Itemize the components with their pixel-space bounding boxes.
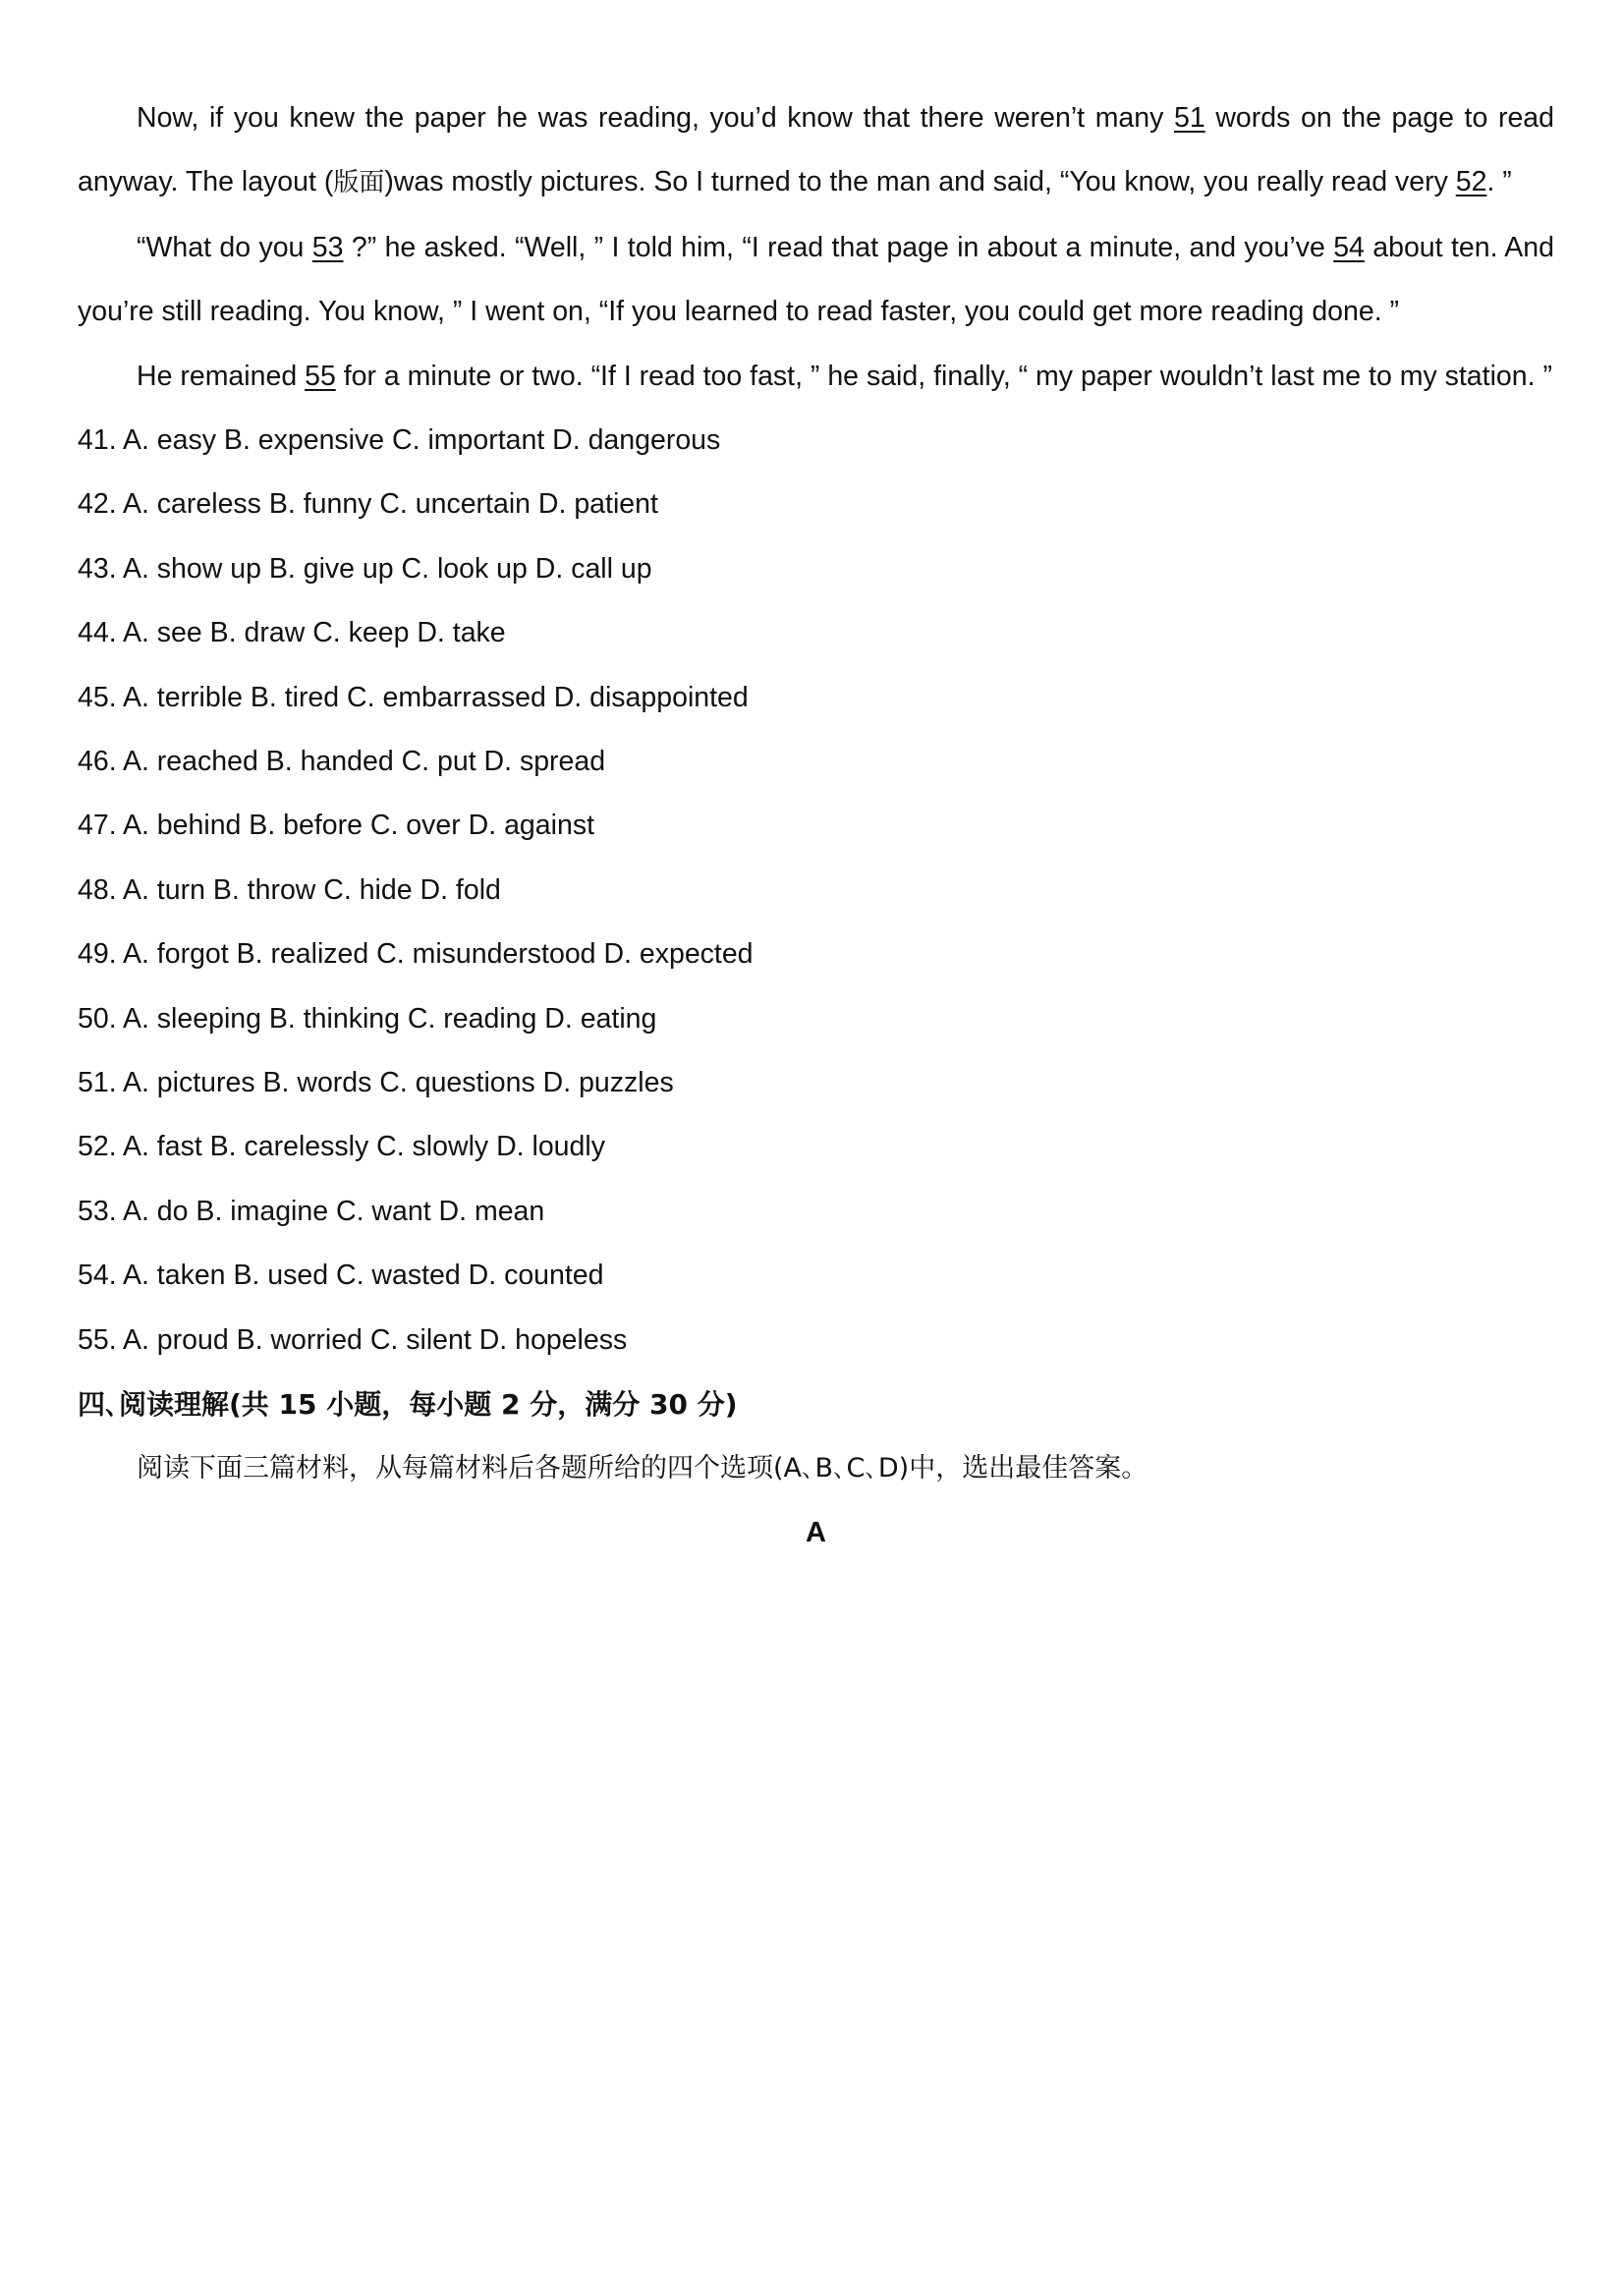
question-item: 54. A. taken B. used C. wasted D. counted	[78, 1260, 604, 1292]
question-item: 48. A. turn B. throw C. hide D. fold	[78, 873, 501, 906]
blank-number: 53	[311, 231, 344, 263]
paragraph-text: Now, if you knew the paper he was reading, you’d know that there weren’t many	[137, 102, 1175, 134]
section-instruction: 阅读下面三篇材料，从每篇材料后各题所给的四个选项(A､B､C､D)中，选出最佳答案。	[137, 1453, 1148, 1484]
question-item: 52. A. fast B. carelessly C. slowly D. loudly	[78, 1131, 605, 1163]
question-item: 51. A. pictures B. words C. questions D. puzzles	[78, 1066, 674, 1098]
question-item: 49. A. forgot B. realized C. misunderstood D. expected	[78, 938, 754, 971]
chinese-gloss: 版面	[333, 168, 385, 198]
passage-paragraph-1	[78, 86, 1554, 216]
question-item: 55. A. proud B. worried C. silent D. hopeless	[78, 1323, 628, 1356]
exam-page	[78, 86, 1554, 1565]
passage-paragraph-3	[78, 345, 1554, 409]
blank-number: 52	[1455, 166, 1487, 198]
paragraph-text: He remained	[137, 360, 306, 392]
section-heading: 四､阅读理解(共 15 小题，每小题 2 分，满分 30 分)	[78, 1387, 738, 1421]
question-item: 45. A. terrible B. tired C. embarrassed D. disappointed	[78, 681, 749, 713]
paragraph-text: . ”	[1486, 166, 1512, 198]
question-item: 47. A. behind B. before C. over D. against	[78, 810, 594, 842]
blank-number: 55	[305, 360, 336, 392]
question-item: 41. A. easy B. expensive C. important D. dangerous	[78, 424, 721, 457]
passage-paragraph-2	[78, 216, 1554, 345]
question-item: 43. A. show up B. give up C. look up D. call up	[78, 552, 652, 585]
paragraph-text: about ten. And you’re still reading. You know, ” I went on, “If you learned to read faster, you could get more reading done. ”	[78, 231, 1554, 328]
question-item: 50. A. sleeping B. thinking C. reading D. eating	[78, 1002, 657, 1035]
question-list	[78, 409, 1554, 1372]
paragraph-text: “What do you	[137, 231, 312, 263]
question-item: 53. A. do B. imagine C. want D. mean	[78, 1195, 545, 1227]
blank-number: 51	[1174, 102, 1205, 134]
paragraph-text: )was mostly pictures. So I turned to the man and said, “You know, you really read very	[384, 166, 1456, 198]
passage-label: A	[806, 1516, 826, 1548]
paragraph-text: ?” he asked. “Well, ” I told him, “I read that page in about a minute, and you’ve	[343, 231, 1334, 263]
paragraph-text: words on the page to read anyway. The layout (	[78, 102, 1554, 198]
question-item: 46. A. reached B. handed C. put D. spread	[78, 745, 606, 777]
blank-number: 54	[1333, 231, 1365, 263]
question-item: 42. A. careless B. funny C. uncertain D. patient	[78, 488, 658, 521]
question-item: 44. A. see B. draw C. keep D. take	[78, 617, 506, 649]
paragraph-text: for a minute or two. “If I read too fast, ” he said, finally, “ my paper wouldn’t last me to my station. ”	[335, 360, 1552, 392]
